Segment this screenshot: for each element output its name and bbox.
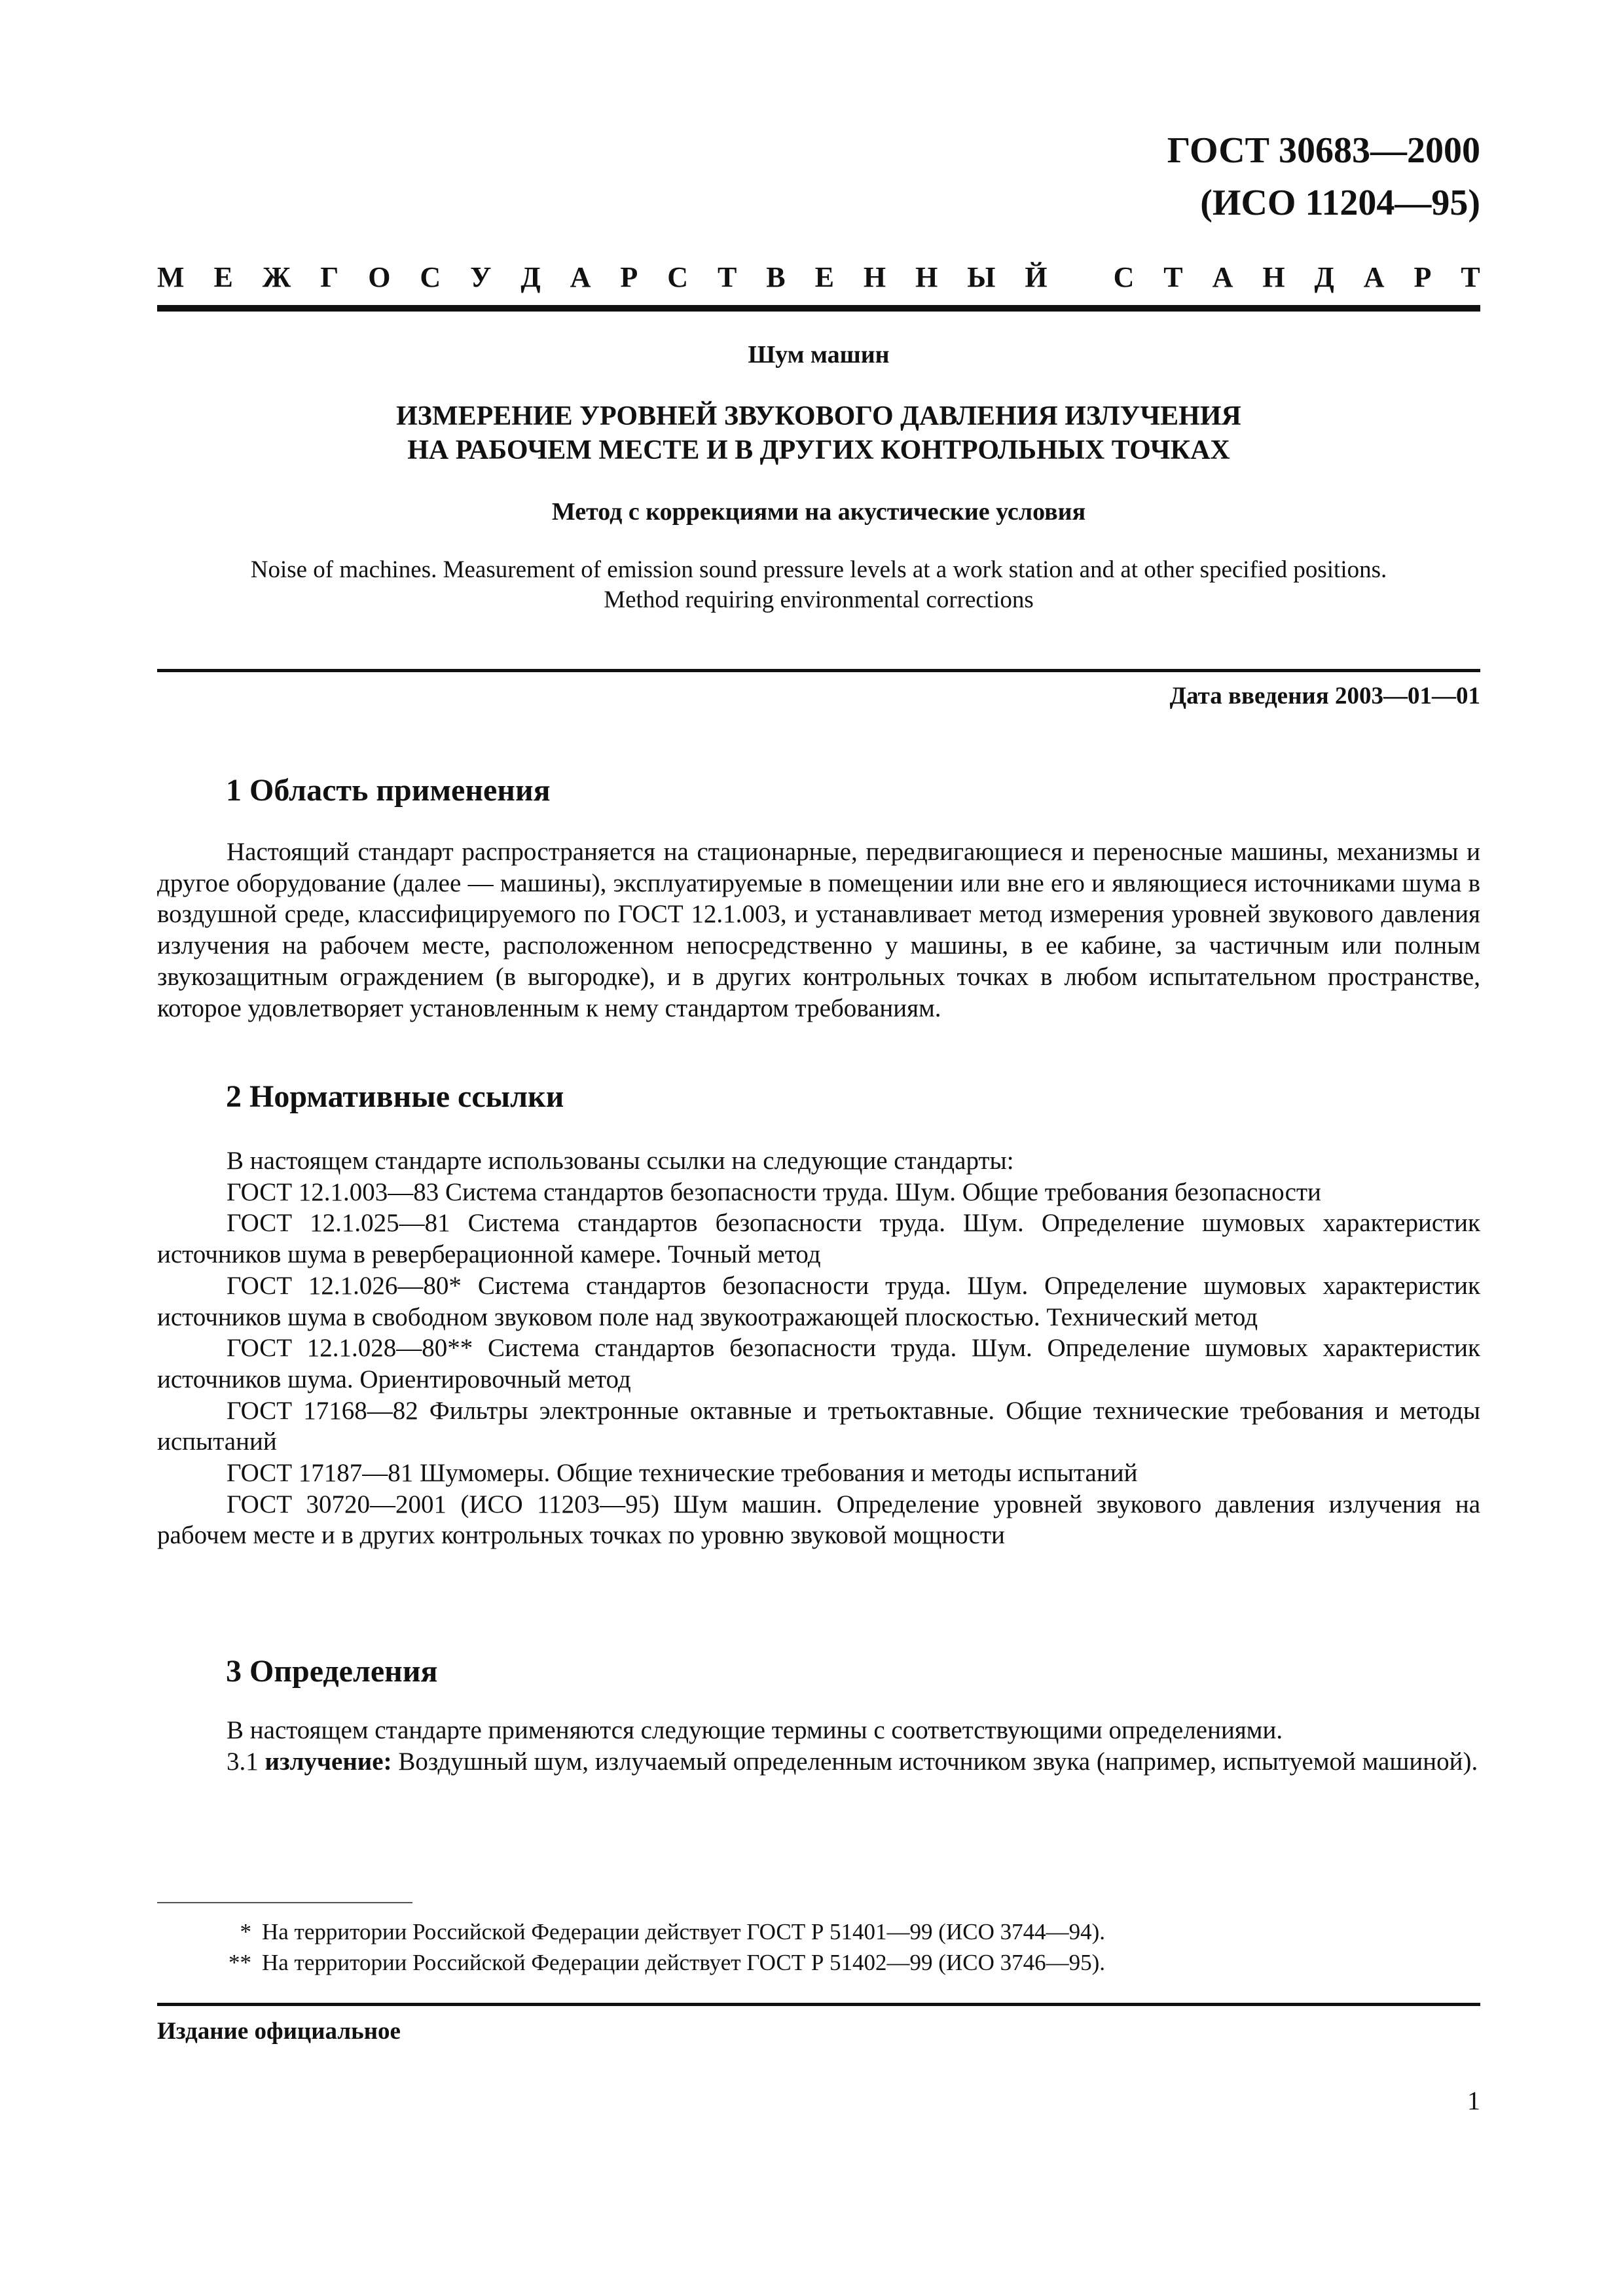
banner-letter: Т bbox=[1163, 261, 1183, 293]
title-line-1: ИЗМЕРЕНИЕ УРОВНЕЙ ЗВУКОВОГО ДАВЛЕНИЯ ИЗЛУЧЕНИЯ bbox=[396, 401, 1241, 431]
section-3-heading: 3 Определения bbox=[226, 1654, 438, 1689]
banner-letter: А bbox=[1212, 261, 1233, 293]
banner-letter: О bbox=[368, 261, 391, 293]
paragraph: В настоящем стандарте применяются следующие термины с соответствующими определениями. bbox=[227, 1716, 1283, 1744]
banner-letter: Ы bbox=[967, 261, 996, 293]
footnote bbox=[157, 1916, 1480, 1947]
section-1-body bbox=[157, 836, 1480, 1024]
official-edition-label: Издание официальное bbox=[157, 2018, 401, 2045]
designation-iso: (ИСО 11204—95) bbox=[1200, 183, 1480, 223]
interstate-standard-banner bbox=[157, 260, 1480, 294]
reference-item: ГОСТ 12.1.003—83 Система стандартов безопасности труда. Шум. Общие требования безопасности bbox=[227, 1177, 1321, 1206]
banner-letter: С bbox=[420, 261, 441, 293]
english-title-line-1: Noise of machines. Measurement of emission sound pressure levels at a work station and at other specified positions. bbox=[250, 556, 1387, 583]
definition-term: излучение: bbox=[264, 1747, 392, 1776]
section-3-body bbox=[157, 1715, 1480, 1777]
footer-rule bbox=[157, 2003, 1480, 2006]
banner-letter: Н bbox=[915, 261, 938, 293]
banner-letter: Е bbox=[814, 261, 834, 293]
page-number: 1 bbox=[1467, 2086, 1480, 2115]
designation-gost: ГОСТ 30683—2000 bbox=[1167, 130, 1480, 171]
footnote-mark: ** bbox=[228, 1950, 251, 1975]
banner-letter: Д bbox=[1314, 261, 1334, 293]
banner-letter: Т bbox=[1461, 261, 1480, 293]
section-2-body bbox=[157, 1145, 1480, 1551]
header-rule bbox=[157, 305, 1480, 312]
definition-item bbox=[157, 1746, 1480, 1778]
banner-letter: Й bbox=[1025, 261, 1048, 293]
banner-letter: С bbox=[667, 261, 688, 293]
footnote-mark: * bbox=[240, 1919, 251, 1945]
footnotes bbox=[157, 1916, 1480, 1978]
footnote bbox=[157, 1947, 1480, 1978]
title-line-2: НА РАБОЧЕМ МЕСТЕ И В ДРУГИХ КОНТРОЛЬНЫХ ТОЧКАХ bbox=[407, 435, 1230, 465]
banner-word-gap bbox=[1077, 260, 1084, 294]
definition-text: Воздушный шум, излучаемый определенным источником звука (например, испытуемой машиной). bbox=[398, 1747, 1478, 1776]
introduction-date: Дата введения 2003—01—01 bbox=[1169, 683, 1480, 709]
reference-item: ГОСТ 17168—82 Фильтры электронные октавные и третьоктавные. Общие технические требования и методы испытаний bbox=[157, 1396, 1480, 1456]
reference-item: ГОСТ 17187—81 Шумомеры. Общие технические требования и методы испытаний bbox=[227, 1459, 1138, 1488]
reference-item: ГОСТ 12.1.025—81 Система стандартов безопасности труда. Шум. Определение шумовых характеристик источников шума в реверберационной камере. Точный метод bbox=[157, 1209, 1480, 1269]
banner-letter: А bbox=[1363, 261, 1385, 293]
banner-letter: С bbox=[1113, 261, 1135, 293]
paragraph: Настоящий стандарт распространяется на стационарные, передвигающиеся и переносные машины, механизмы и другое оборудование (далее — машины), эксплуатируемые в помещении или вне его и являющиеся источниками шума в воздушной среде, классифицируемого по ГОСТ 12.1.003, и устанавливает метод измерения уровней звукового давления излучения на рабочем месте, расположенном непосредственно у машины, в ее кабине, за частичным или полным звукозащитным ограждением (в выгородке), и в других контрольных точках в любом испытательном пространстве, которое удовлетворяет установленным к нему стандартом требованиям. bbox=[157, 838, 1480, 1022]
banner-letter: А bbox=[570, 261, 591, 293]
banner-letter: У bbox=[470, 261, 492, 293]
english-title-line-2: Method requiring environmental corrections bbox=[604, 586, 1034, 613]
footnote-text: На территории Российской Федерации действует ГОСТ Р 51402—99 (ИСО 3746—95). bbox=[262, 1950, 1106, 1975]
banner-letter: Р bbox=[620, 261, 638, 293]
footnote-text: На территории Российской Федерации действует ГОСТ Р 51401—99 (ИСО 3744—94). bbox=[262, 1919, 1106, 1945]
footnote-separator bbox=[157, 1902, 412, 1903]
definition-number: 3.1 bbox=[227, 1747, 259, 1776]
section-2-heading: 2 Нормативные ссылки bbox=[226, 1079, 564, 1114]
title-rule bbox=[157, 669, 1480, 672]
section-1-heading: 1 Область применения bbox=[226, 773, 551, 808]
banner-letter: Н bbox=[863, 261, 886, 293]
banner-letter: Г bbox=[320, 261, 339, 293]
english-title bbox=[157, 555, 1480, 615]
reference-item: ГОСТ 30720—2001 (ИСО 11203—95) Шум машин. Определение уровней звукового давления излучения на рабочем месте и в других контрольных точках по уровню звуковой мощности bbox=[157, 1490, 1480, 1550]
banner-letter: М bbox=[157, 261, 185, 293]
banner-letter: Р bbox=[1413, 261, 1432, 293]
banner-letter: Т bbox=[717, 261, 737, 293]
banner-letter: Д bbox=[520, 261, 541, 293]
document-title bbox=[157, 399, 1480, 467]
reference-item: ГОСТ 12.1.026—80* Система стандартов безопасности труда. Шум. Определение шумовых характеристик источников шума в свободном звуковом поле над звукоотражающей плоскостью. Технический метод bbox=[157, 1271, 1480, 1331]
method-subtitle: Метод с коррекциями на акустические условия bbox=[551, 498, 1086, 526]
standard-designation bbox=[1167, 124, 1480, 229]
banner-letter: Н bbox=[1262, 261, 1285, 293]
paragraph: В настоящем стандарте использованы ссылки на следующие стандарты: bbox=[227, 1147, 1014, 1175]
subject-heading: Шум машин bbox=[748, 341, 890, 368]
reference-item: ГОСТ 12.1.028—80** Система стандартов безопасности труда. Шум. Определение шумовых характеристик источников шума. Ориентировочный метод bbox=[157, 1334, 1480, 1393]
banner-letter: Ж bbox=[262, 261, 291, 293]
banner-letter: В bbox=[766, 261, 786, 293]
banner-letter: Е bbox=[213, 261, 233, 293]
